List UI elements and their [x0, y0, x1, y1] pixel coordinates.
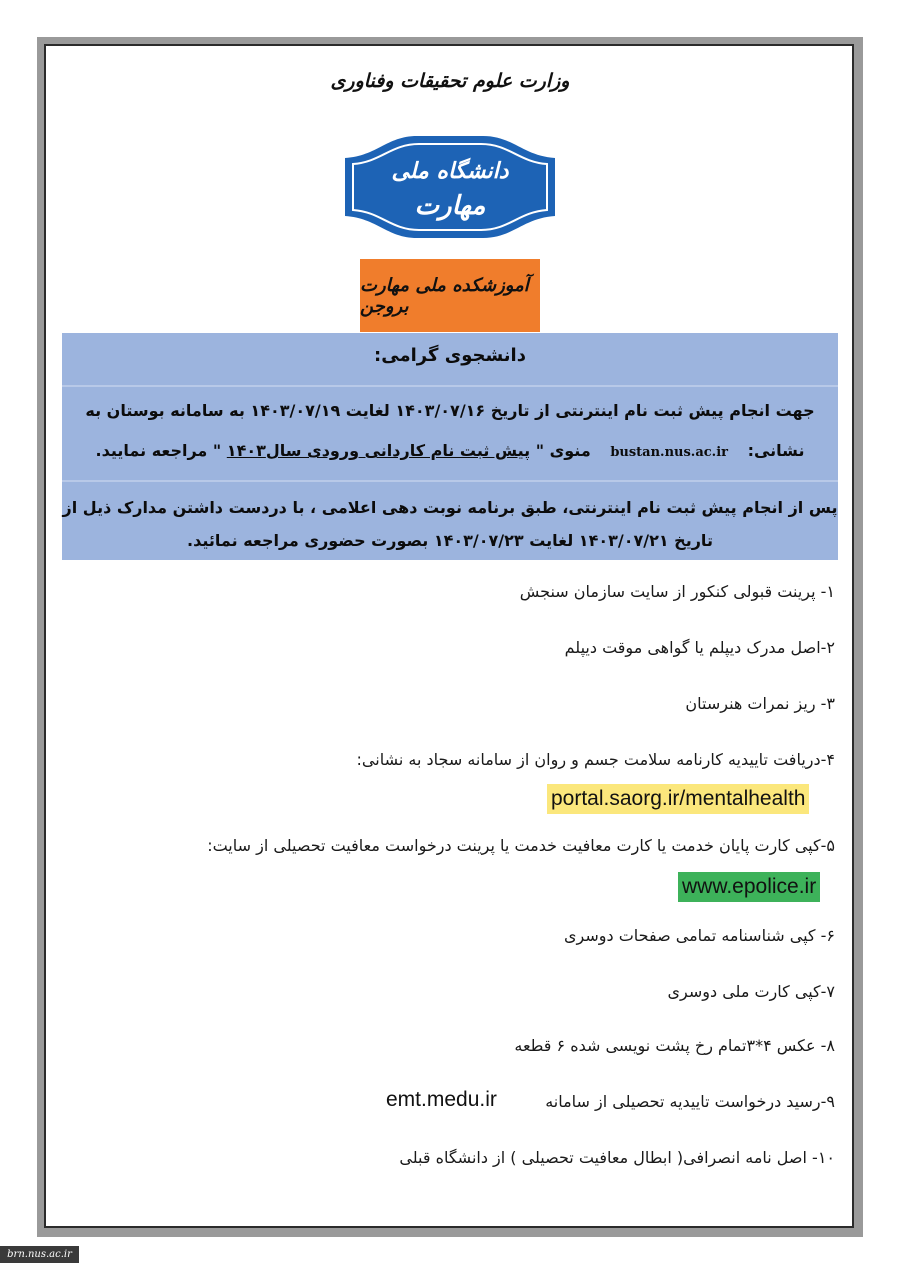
notice-box: [62, 333, 838, 560]
list-item: ۷-کپی کارت ملی دوسری: [667, 982, 835, 1001]
logo-text-top: دانشگاه ملی: [391, 158, 509, 184]
ministry-title: وزارت علوم تحقیقات وفناوری: [330, 70, 570, 92]
notice-menu-suffix: " مراجعه نمایید.: [95, 441, 222, 460]
notice-line-4: تاریخ ۱۴۰۳/۰۷/۲۱ لغایت ۱۴۰۳/۰۷/۲۳ بصورت حضوری مراجعه نمائید.: [187, 531, 713, 550]
notice-greeting: دانشجوی گرامی:: [374, 345, 526, 366]
list-item: ۶- کپی شناسنامه تمامی صفحات دوسری: [564, 926, 835, 945]
notice-divider: [62, 480, 838, 482]
notice-divider: [62, 385, 838, 387]
notice-menu-name: پیش ثبت نام کاردانی ورودی سال۱۴۰۳: [226, 441, 531, 460]
notice-menu-prefix: منوی ": [535, 441, 591, 460]
notice-address-label: نشانی:: [747, 441, 805, 460]
notice-line-1: جهت انجام پیش ثبت نام اینترنتی از تاریخ ۱۴۰۳/۰۷/۱۶ لغایت ۱۴۰۳/۰۷/۱۹ به سامانه بوستان به: [85, 401, 815, 420]
list-item: ۵-کپی کارت پایان خدمت یا کارت معافیت خدمت یا پرینت درخواست معافیت تحصیلی از سایت:: [207, 836, 835, 855]
logo-text-bottom: مهارت: [414, 191, 486, 221]
list-item: ۱- پرینت قبولی کنکور از سایت سازمان سنجش: [519, 582, 835, 601]
institute-label-box: [360, 259, 540, 332]
bustan-url[interactable]: bustan.nus.ac.ir: [610, 445, 728, 460]
list-item: ۳- ریز نمرات هنرستان: [685, 694, 835, 713]
university-logo: [337, 128, 563, 246]
notice-line-3: پس از انجام پیش ثبت نام اینترنتی، طبق برنامه نوبت دهی اعلامی ، با دردست داشتن مدارک ذیل از: [62, 498, 838, 517]
epolice-link[interactable]: www.epolice.ir: [678, 872, 820, 902]
footer-site-badge: brn.nus.ac.ir: [0, 1246, 79, 1263]
list-item: ۴-دریافت تاییدیه کارنامه سلامت جسم و روان از سامانه سجاد به نشانی:: [356, 750, 835, 769]
list-item: ۱۰- اصل نامه انصرافی( ابطال معافیت تحصیلی ) از دانشگاه قبلی: [399, 1148, 835, 1167]
institute-name: آموزشکده ملی مهارت بروجن: [360, 274, 529, 317]
emt-link[interactable]: emt.medu.ir: [386, 1088, 497, 1111]
mentalhealth-link[interactable]: portal.saorg.ir/mentalhealth: [547, 784, 809, 814]
list-item: ۸- عکس ۴*۳تمام رخ پشت نویسی شده ۶ قطعه: [514, 1036, 835, 1055]
list-item: ۲-اصل مدرک دیپلم یا گواهی موقت دیپلم: [564, 638, 835, 657]
list-item: ۹-رسید درخواست تاییدیه تحصیلی از سامانه: [545, 1092, 835, 1111]
notice-line-2: [62, 441, 838, 460]
